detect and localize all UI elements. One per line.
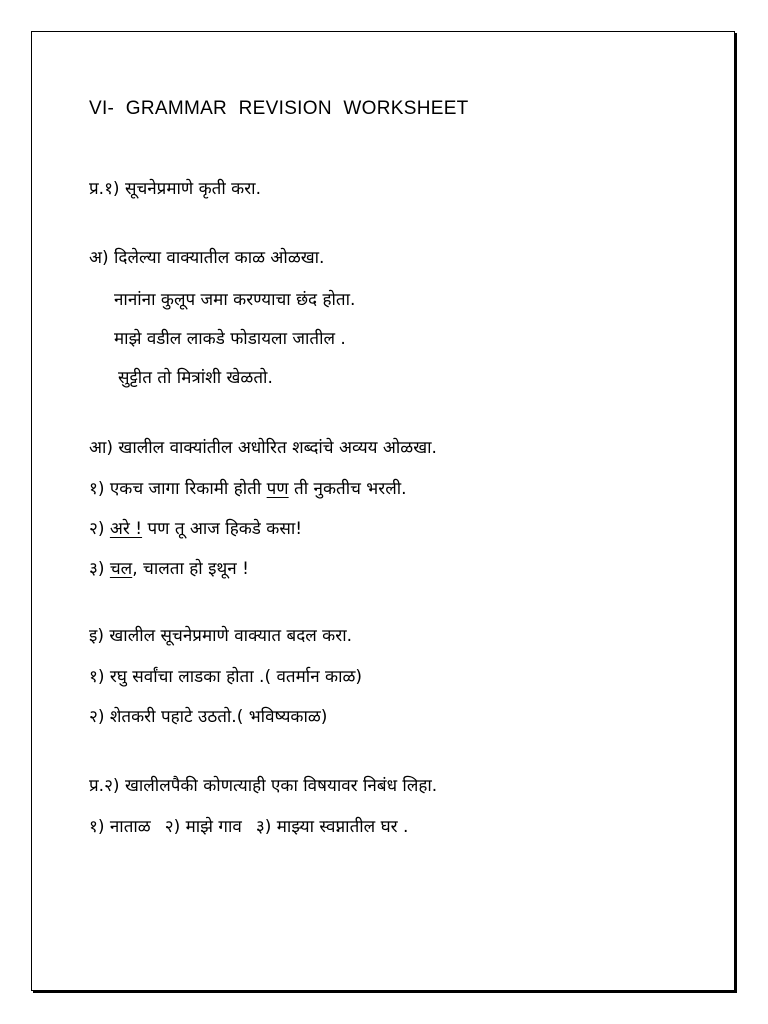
underlined-word: चल: [109, 559, 133, 579]
section-a-item-2: माझे वडील लाकडे फोडायला जातील .: [114, 329, 346, 349]
section-i-item-1: १) रघु सर्वांचा लाडका होता .( वतर्मान काळ): [89, 667, 363, 687]
section-aa-item-1: १) एकच जागा रिकामी होती पण ती नुकतीच भरली.: [89, 479, 407, 499]
question-2-heading: प्र.२) खालीलपैकी कोणत्याही एका विषयावर निबंध लिहा.: [89, 776, 438, 796]
section-a-item-3: सुट्टीत तो मित्रांशी खेळतो.: [118, 368, 273, 388]
essay-topic: १) नाताळ: [89, 817, 151, 837]
worksheet-title: VI- GRAMMAR REVISION WORKSHEET: [89, 98, 469, 119]
essay-topics: [89, 815, 408, 839]
section-i-item-2: २) शेतकरी पहाटे उठतो.( भविष्यकाळ): [89, 707, 328, 727]
section-a-heading: अ) दिलेल्या वाक्यातील काळ ओळखा.: [89, 248, 325, 268]
section-i-heading: इ) खालील सूचनेप्रमाणे वाक्यात बदल करा.: [89, 626, 352, 646]
section-aa-heading: आ) खालील वाक्यांतील अधोरित शब्दांचे अव्यय ओळखा.: [89, 438, 437, 458]
question-1-heading: प्र.१) सूचनेप्रमाणे कृती करा.: [89, 179, 261, 199]
section-aa-item-2: २) अरे ! पण तू आज हिकडे कसा!: [89, 519, 303, 539]
page-border: [31, 31, 735, 991]
essay-topic: २) माझे गाव: [164, 817, 242, 837]
section-aa-item-3: ३) चल, चालता हो इथून !: [89, 559, 249, 579]
underlined-word: अरे !: [109, 519, 143, 539]
section-a-item-1: नानांना कुलूप जमा करण्याचा छंद होता.: [114, 290, 356, 310]
essay-topic: ३) माझ्या स्वप्नातील घर .: [255, 817, 409, 837]
underlined-word: पण: [266, 479, 289, 499]
